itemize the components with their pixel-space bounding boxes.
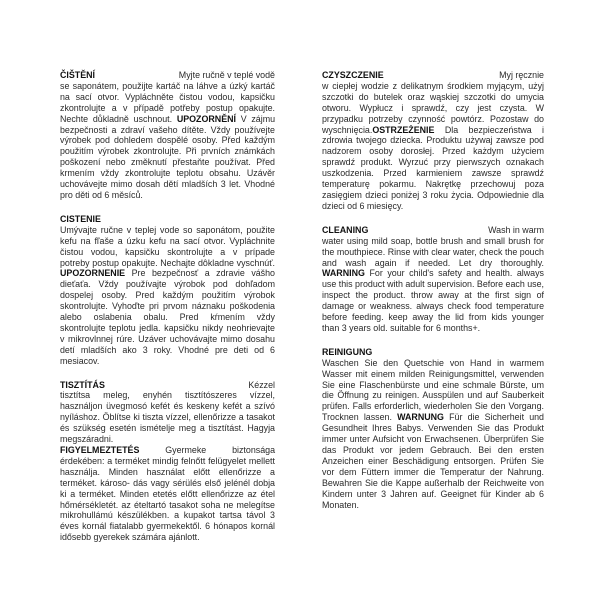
english-warning: WARNING: [322, 268, 365, 279]
section-english: [322, 225, 544, 334]
polish-warning: OSTRZEŻENIE: [372, 124, 435, 135]
english-text-2: For your child's safety and health. always use this product with adult supervision. Before each use, inspect the product. throw away at the first sign of damage or weakness. always check food temperature before feeding. keep away the lid from kids younger than 3 years old. suitable for 6 months+.: [322, 268, 545, 333]
slovak-text-2: Pre bezpečnosť a zdravie vášho dieťaťa. Vždy používajte výrobok pod dohľadom dospelej osoby. Pred každým použitím výrobok skontrolujte. Vyhoďte pri prvom náznaku poškodenia alebo oslabenia obalu. Pred kŕmením vždy skontrolujte teplotu jedla. kapsičku nikdy neohrievajte v mikrovlnnej rúre. Uzáver uchovávajte mimo dosahu detí mladších ako 3 roky. Vhodné pre deti od 6 mesiacov.: [60, 268, 275, 366]
section-hungarian: [60, 380, 275, 544]
czech-text-1: se saponátem, použijte kartáč na láhve a úzký kartáč na sací otvor. Vypláchněte čistou vodou, kapsičku zkontrolujte a v případě potřeby postup opakujte. Nechte důkladně uschnout.: [60, 80, 275, 124]
german-heading: REINIGUNG: [322, 346, 373, 357]
polish-text-1: w ciepłej wodzie z delikatnym środkiem myjącym, użyj szczotki do butelek oraz wąskiej szczotki do umycia otworu. Wypłucz i sprawdź, czy jest czysta. W przypadku potrzeby czynność powtórz. Pozostaw do wyschnięcia.: [322, 80, 544, 135]
polish-paragraph: [322, 70, 544, 212]
polish-text-2: Dla bezpieczeństwa i zdrowia twojego dziecka. Produktu używaj zawsze pod nadzorem osoby dorosłej. Przed każdym użyciem sprawdź produkt. Wyrzuć przy pierwszych oznakach uszkodzenia. Przed karmieniem zawsze sprawdź temperaturę pokarmu. Nakrętkę przechowuj poza zasięgiem dzieci poniżej 3 roku życia. Odpowiednie dla dzieci od 6 miesięcy.: [322, 124, 544, 211]
hungarian-text-1: tisztítsa meleg, enyhén tisztítószeres vízzel, használjon üvegmosó kefét és keskeny kefét a szívó nyíláshoz. Öblítse ki tiszta vízzel, ellenőrizze a tasakot és szükség esetén ismételje meg a tisztítást. Hagyja megszáradni.: [60, 390, 275, 445]
czech-warning: UPOZORNĚNÍ: [176, 113, 236, 124]
german-paragraph: [322, 347, 544, 511]
slovak-paragraph: [60, 214, 275, 367]
czech-heading: ČIŠTĚNÍ: [60, 70, 96, 80]
czech-paragraph: [60, 70, 275, 201]
slovak-text-1: Umývajte ručne v teplej vode so saponátom, použite kefu na fľaše a úzku kefu na sací otvor. Vypláchnite čistou vodou, kapsičku skontrolujte a v prípade potreby postup opakujte. Nechajte dôkladne vyschnúť.: [60, 224, 275, 268]
slovak-heading: CISTENIE: [60, 213, 101, 224]
right-column: [322, 70, 544, 523]
german-text-1: Waschen Sie den Quetschie von Hand in warmem Wasser mit einem milden Reinigungsmittel, verwenden Sie eine Flaschenbürste und eine schmale Bürste, um die Öffnung zu reinigen. Ausspülen und auf Sauberkeit prüfen. Falls erforderlich, wiederholen Sie den Vorgang. Trocknen lassen.: [322, 357, 544, 423]
left-column: [60, 70, 275, 556]
section-german: [322, 347, 544, 511]
hungarian-heading: TISZTÍTÁS: [60, 379, 105, 390]
czech-lead: Myjte ručně v teplé vodě: [178, 70, 275, 80]
english-text-1: water using mild soap, bottle brush and small brush for the mouthpiece. Rinse with clear water, check the pouch and wash again if needed. Let dry thoroughly.: [322, 235, 544, 268]
german-warning: WARNUNG: [397, 412, 444, 423]
section-czech: [60, 70, 275, 201]
english-lead: Wash in warm: [488, 224, 544, 235]
section-polish: [322, 70, 544, 212]
hungarian-warning: FIGYELMEZTETÉS: [60, 445, 140, 455]
hungarian-paragraph: [60, 380, 275, 544]
hungarian-lead: Kézzel: [248, 379, 275, 390]
english-paragraph: [322, 225, 544, 334]
polish-lead: Myj ręcznie: [499, 70, 544, 80]
czech-text-2: V zájmu bezpečnosti a zdraví vašeho dítěte. Vždy používejte výrobek pod dohledem dospělé osoby. Před každým použitím výrobek zkontrolujte. Při prvních známkách poškození nebo změknutí přestaňte používat. Před krmením vždy zkontrolujte teplotu obsahu. Uzávěr uchovávejte mimo dosah dětí mladších 3 let. Vhodné pro děti od 6 měsíců.: [60, 113, 276, 200]
section-slovak: [60, 214, 275, 367]
hungarian-text-2: Gyermeke biztonsága érdekében: a terméket mindig felnőtt felügyelet mellett használja. Minden használat előtt ellenőrizze a terméket. károso- dás vagy sérülés első jelénél dobja ki a terméket. Minden etetés előtt ellenőrizze az étel hőmérsékletét. az ételtartó tasakot soha ne melegítse mikrohullámú készülékben. a kupakot tartsa távol 3 éves kornál fiatalabb gyermekektől. 6 hónapos kornál idősebb gyerekek számára ajánlott.: [60, 445, 275, 543]
slovak-warning: UPOZORNENIE: [60, 268, 126, 279]
polish-heading: CZYSZCZENIE: [322, 70, 384, 80]
english-heading: CLEANING: [322, 224, 369, 235]
german-text-2: Für die Sicherheit und Gesundheit Ihres Babys. Verwenden Sie das Produkt immer unter Aufsicht von Erwachsenen. Überprüfen Sie das Produkt vor jedem Gebrauch. Bei den ersten Anzeichen einer Beschädigung entsorgen. Prüfen Sie vor dem Füttern immer die Temperatur der Nahrung. Bewahren Sie die Kappe außerhalb der Reichweite von Kindern unter 3 Jahren auf. Geeignet für Kinder ab 6 Monaten.: [322, 412, 544, 510]
